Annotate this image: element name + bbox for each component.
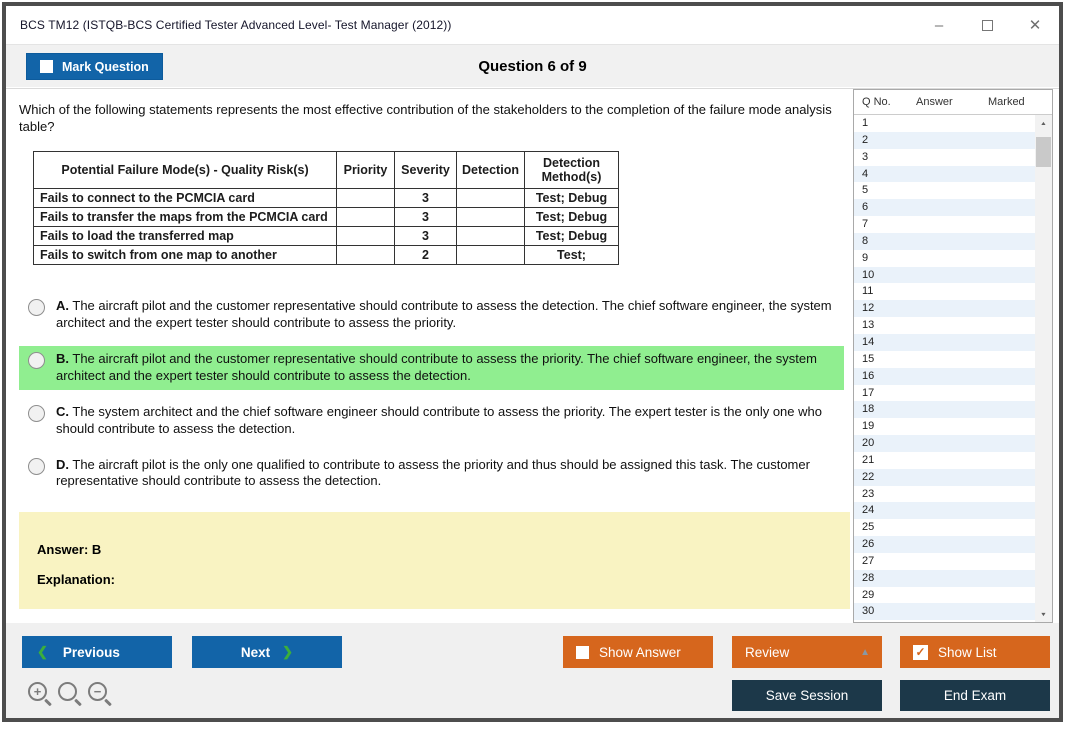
question-number: 5: [862, 184, 869, 197]
question-number: 21: [862, 453, 875, 466]
question-number: 11: [862, 285, 874, 298]
zoom-in-icon[interactable]: +: [28, 682, 47, 701]
table-cell: [337, 208, 395, 227]
question-list-row[interactable]: [854, 233, 1035, 250]
question-list-row[interactable]: [854, 216, 1035, 233]
question-list-rows: [854, 115, 1035, 622]
next-button[interactable]: [192, 636, 342, 668]
scrollbar-up-icon[interactable]: ▲: [1039, 120, 1048, 126]
answer-label: Answer: B: [37, 542, 102, 558]
show-answer-checkbox-icon[interactable]: [576, 646, 589, 659]
question-number: 27: [862, 554, 875, 567]
option-c-letter: C.: [56, 403, 69, 419]
minimize-button[interactable]: –: [934, 16, 944, 34]
question-list-row[interactable]: [854, 418, 1035, 435]
option-c[interactable]: [19, 399, 844, 443]
question-list-row[interactable]: [854, 351, 1035, 368]
option-b-radio[interactable]: [28, 352, 45, 369]
question-number: 1: [862, 117, 869, 129]
window-controls: [915, 6, 1059, 44]
chevron-left-icon: ❮: [37, 644, 48, 659]
question-list-row[interactable]: [854, 486, 1035, 503]
question-list-row[interactable]: [854, 166, 1035, 183]
table-header-cell: Detection Method(s): [525, 152, 619, 189]
table-cell: Test;: [525, 246, 619, 265]
question-list-row[interactable]: [854, 132, 1035, 149]
show-answer-button[interactable]: [563, 636, 713, 668]
question-list-row[interactable]: [854, 452, 1035, 469]
question-number: 4: [862, 167, 869, 180]
table-cell: [457, 246, 525, 265]
end-exam-button[interactable]: [900, 680, 1050, 711]
question-number: 17: [862, 386, 875, 399]
question-number: 9: [862, 251, 869, 264]
question-number: 18: [862, 403, 875, 416]
chevron-up-icon: ▲: [860, 646, 870, 658]
table-cell: Test; Debug: [525, 208, 619, 227]
explanation-label: Explanation:: [37, 572, 116, 588]
previous-label: Previous: [62, 644, 120, 660]
question-list-row[interactable]: [854, 570, 1035, 587]
question-number: 26: [862, 538, 875, 551]
option-c-text: [56, 404, 840, 438]
failure-mode-table: [33, 151, 619, 265]
question-list-row[interactable]: [854, 587, 1035, 604]
question-list-body: [854, 115, 1052, 622]
question-list-row[interactable]: [854, 553, 1035, 570]
question-number: 22: [862, 470, 875, 483]
table-cell: [337, 246, 395, 265]
review-label: Review: [745, 644, 790, 660]
table-cell: Fails to load the transferred map: [34, 227, 337, 246]
column-header-marked: Marked: [988, 96, 1025, 108]
table-cell: Test; Debug: [525, 189, 619, 208]
maximize-button[interactable]: [963, 6, 1011, 44]
question-number: 28: [862, 571, 875, 584]
question-number: 2: [862, 133, 869, 146]
table-cell: [337, 227, 395, 246]
question-number: 19: [862, 420, 875, 433]
table-header-cell: Potential Failure Mode(s) - Quality Risk(s): [34, 152, 337, 189]
table-header-row: [34, 152, 619, 189]
question-number: 30: [862, 605, 875, 618]
zoom-toolbar: [28, 682, 107, 701]
question-text: Which of the following statements represents the most effective contribution of the stakeholders to the completion of the failure mode analysis table?: [19, 102, 832, 134]
question-list-row[interactable]: [854, 368, 1035, 385]
app-window: [2, 2, 1063, 722]
question-list-scrollbar[interactable]: [1035, 115, 1052, 622]
option-d[interactable]: [19, 452, 844, 496]
option-b-text: [56, 351, 840, 385]
question-list-row[interactable]: [854, 603, 1035, 620]
table-row: [34, 246, 619, 265]
question-list-row[interactable]: [854, 536, 1035, 553]
question-list-row[interactable]: [854, 300, 1035, 317]
zoom-out-icon[interactable]: −: [88, 682, 107, 701]
option-a[interactable]: [19, 293, 844, 337]
question-number: 13: [862, 319, 875, 332]
question-list-row[interactable]: [854, 199, 1035, 216]
next-label: Next: [240, 644, 271, 660]
question-number: 10: [862, 268, 875, 281]
table-cell: 3: [395, 227, 457, 246]
table-row: [34, 208, 619, 227]
question-list-row[interactable]: [854, 182, 1035, 199]
column-header-qno: Q No.: [862, 96, 891, 108]
save-session-button[interactable]: [732, 680, 882, 711]
option-c-radio[interactable]: [28, 405, 45, 422]
question-list-row[interactable]: [854, 519, 1035, 536]
show-answer-label: Show Answer: [599, 644, 681, 660]
chevron-right-icon: ❯: [282, 644, 294, 659]
magnifier-icon[interactable]: [58, 682, 77, 701]
table-cell: Fails to connect to the PCMCIA card: [34, 189, 337, 208]
mark-question-checkbox-icon[interactable]: [40, 60, 53, 73]
question-number: 24: [862, 504, 875, 517]
question-list-row[interactable]: [854, 149, 1035, 166]
table-cell: Test; Debug: [525, 227, 619, 246]
question-counter: Question 6 of 9: [478, 57, 587, 75]
show-list-checkbox-icon[interactable]: ✓: [913, 645, 928, 660]
option-d-body: The aircraft pilot is the only one qualified to contribute to assess the priority and thus should be assigned this task. The customer representative should contribute to assess the detection.: [56, 456, 810, 489]
answer-explanation-panel: [19, 512, 850, 609]
table-row: [34, 189, 619, 208]
question-list-row[interactable]: [854, 385, 1035, 402]
table-cell: [457, 189, 525, 208]
table-header-cell: Priority: [337, 152, 395, 189]
option-a-text: [56, 298, 840, 332]
question-number: 7: [862, 218, 869, 231]
table-cell: [337, 189, 395, 208]
question-list-row[interactable]: [854, 334, 1035, 351]
window-title: BCS TM12 (ISTQB-BCS Certified Tester Advanced Level- Test Manager (2012)): [20, 18, 452, 32]
question-list-panel: [853, 89, 1053, 623]
question-number: 8: [862, 234, 869, 247]
question-number: 23: [862, 487, 875, 500]
question-number: 3: [862, 150, 869, 163]
table-cell: 3: [395, 208, 457, 227]
question-list-row[interactable]: [854, 267, 1035, 284]
close-button[interactable]: ✕: [1028, 17, 1042, 34]
option-d-radio[interactable]: [28, 458, 45, 475]
option-a-radio[interactable]: [28, 299, 45, 316]
table-header-cell: Severity: [395, 152, 457, 189]
question-list-row[interactable]: [854, 401, 1035, 418]
question-list-header: [854, 90, 1052, 115]
question-number: 6: [862, 201, 869, 214]
table-cell: 3: [395, 189, 457, 208]
table-cell: [457, 208, 525, 227]
maximize-icon: [982, 20, 993, 31]
option-b-letter: B.: [56, 351, 69, 367]
question-number: 29: [862, 588, 875, 601]
review-dropdown-button[interactable]: [732, 636, 882, 668]
option-c-body: The system architect and the chief software engineer should contribute to assess the priority. The expert tester is the only one who should contribute to assess the detection.: [56, 403, 822, 436]
option-a-body: The aircraft pilot and the customer representative should contribute to assess the detection. The chief software engineer, the system architect and the expert tester should contribute to assess the priority.: [56, 298, 832, 331]
question-list-row[interactable]: [854, 435, 1035, 452]
show-list-button[interactable]: [900, 636, 1050, 668]
table-cell: Fails to transfer the maps from the PCMCIA card: [34, 208, 337, 227]
question-list-row[interactable]: [854, 283, 1035, 300]
show-list-label: Show List: [938, 644, 997, 660]
table-row: [34, 227, 619, 246]
end-exam-label: End Exam: [943, 688, 1007, 703]
mark-question-label: Mark Question: [62, 59, 149, 74]
header-strip: [6, 44, 1059, 87]
option-a-letter: A.: [56, 298, 69, 314]
question-number: 20: [862, 437, 875, 450]
mark-question-button[interactable]: [26, 53, 163, 80]
question-list-row[interactable]: [854, 502, 1035, 519]
question-number: 15: [862, 352, 875, 365]
question-list-row[interactable]: [854, 115, 1035, 132]
question-list-row[interactable]: [854, 469, 1035, 486]
table-cell: [457, 227, 525, 246]
content-area: [6, 88, 1059, 623]
question-list-row[interactable]: [854, 317, 1035, 334]
option-b[interactable]: [19, 346, 844, 390]
column-header-answer: Answer: [916, 96, 953, 108]
table-header-cell: Detection: [457, 152, 525, 189]
previous-button[interactable]: [22, 636, 172, 668]
question-list-row[interactable]: [854, 250, 1035, 267]
option-d-letter: D.: [56, 456, 69, 472]
question-number: 12: [862, 302, 875, 315]
question-number: 25: [862, 521, 875, 534]
question-panel: [6, 89, 850, 623]
scrollbar-thumb[interactable]: [1036, 137, 1051, 167]
save-session-label: Save Session: [765, 688, 849, 703]
question-number: 14: [862, 335, 875, 348]
option-d-text: [56, 457, 840, 491]
footer-bar: [6, 623, 1059, 718]
table-cell: Fails to switch from one map to another: [34, 246, 337, 265]
table-cell: 2: [395, 246, 457, 265]
title-bar: [6, 6, 1059, 44]
question-number: 16: [862, 369, 875, 382]
options-list: [19, 293, 844, 495]
option-b-body: The aircraft pilot and the customer representative should contribute to assess the priority. The chief software engineer, the system architect and the expert tester should contribute to assess the detection.: [56, 351, 817, 383]
scrollbar-down-icon[interactable]: ▼: [1039, 611, 1048, 617]
